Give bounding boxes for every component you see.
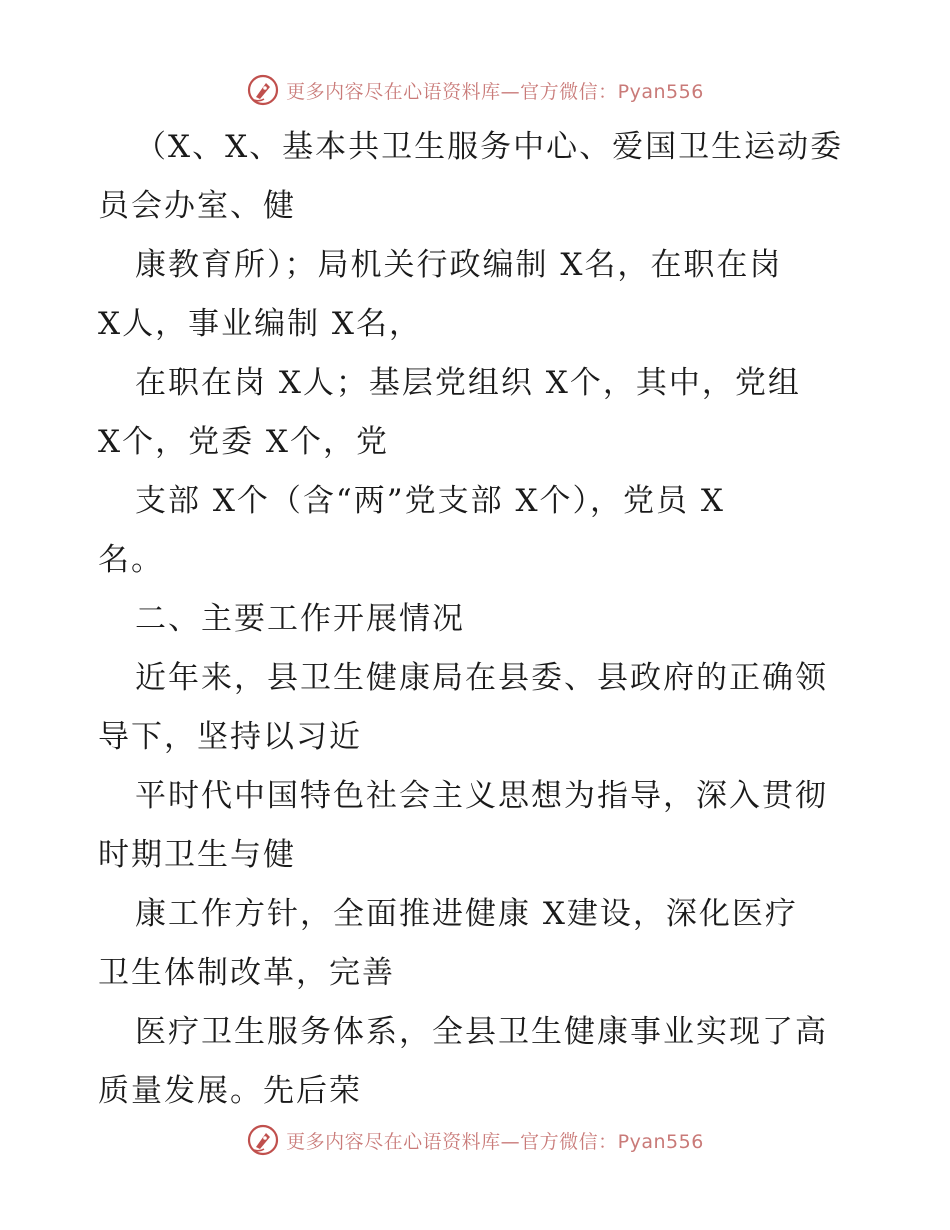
text-line: 时期卫生与健	[98, 837, 296, 873]
watermark-text: 更多内容尽在心语资料库—官方微信：Pyan556	[286, 80, 704, 103]
text-line: 康工作方针，全面推进健康 X建设，深化医疗	[135, 896, 798, 932]
pen-nib-logo-icon	[246, 1123, 280, 1157]
text-line: 医疗卫生服务体系，全县卫生健康事业实现了高	[135, 1014, 828, 1050]
text-line: 导下，坚持以习近	[98, 719, 362, 755]
text-line: X人，事业编制 X名，	[98, 306, 422, 342]
document-body	[98, 118, 858, 1121]
text-line: 近年来，县卫生健康局在县委、县政府的正确领	[135, 660, 828, 696]
text-line: 卫生体制改革，完善	[98, 955, 395, 991]
footer-watermark	[0, 1120, 950, 1160]
text-line: 质量发展。先后荣	[98, 1073, 362, 1109]
watermark-text: 更多内容尽在心语资料库—官方微信：Pyan556	[286, 1130, 704, 1153]
text-line: 支部 X个（含“两”党支部 X个），党员 X	[135, 483, 725, 519]
text-line: 平时代中国特色社会主义思想为指导，深入贯彻	[135, 778, 828, 814]
text-line: 名。	[98, 542, 164, 578]
pen-nib-logo-icon	[246, 73, 280, 107]
section-heading: 二、主要工作开展情况	[135, 601, 465, 637]
header-watermark	[0, 70, 950, 110]
text-line: 康教育所）；局机关行政编制 X名，在职在岗	[135, 247, 783, 283]
text-line: 在职在岗 X人；基层党组织 X个，其中，党组	[135, 365, 801, 401]
text-line: 员会办室、健	[98, 188, 296, 224]
text-line: （X、X、基本共卫生服务中心、爱国卫生运动委	[135, 129, 844, 165]
text-line: X个，党委 X个，党	[98, 424, 389, 460]
